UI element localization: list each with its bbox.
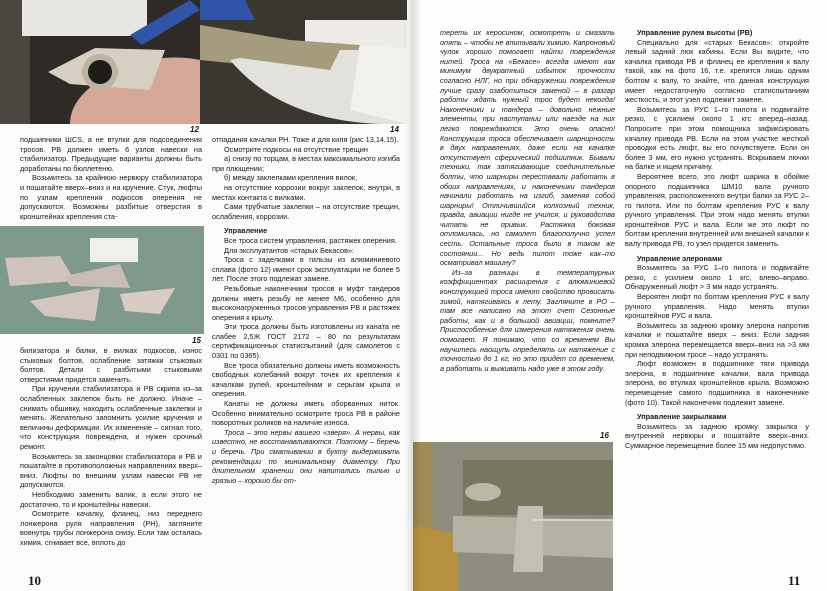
photo-brackets-icon xyxy=(0,226,204,334)
paragraph: Все троса обязательно должны иметь возможность свободных колебаний вокруг точек их крепления к качалкам рулей, кронштейнам и серьгам крыла и оперения. xyxy=(212,360,400,399)
paragraph: Троса с заделками в гильзы из алюминиевого сплава (фото 12) имеют срок эксплуатации не более 5 лет. После этого подлежат замене. xyxy=(212,255,400,284)
column-2 xyxy=(212,135,400,485)
page-number-left: 10 xyxy=(28,573,41,588)
paragraph: Люфт возможен в подшипнике тяги привода элерона, в подшипнике качалки, вала привода элерона, во втулках кронштейнов крыла. Возможно перемещение самого подшипника в наконечнике (фото 10). Такой наконечник подлежит замене. xyxy=(625,359,809,407)
section-heading: Управление закрылками xyxy=(637,412,727,422)
paragraph: Специально для «старых Бекасов»: откройте левый задний люк кабины. Если Вы видите, что качалка привода РВ и фланец ее крепления к валу такой, как на фото 16, т.е. крепится лишь одним болтом к валу, то знайте, что данная конструкция имеет недостаточную согласно статиспытаниям жесткость, и этот узел подлежит замене. xyxy=(625,37,809,105)
paragraph: Осмотрите подкосы на отсутствие трещин xyxy=(224,144,368,154)
paragraph: Возьмитесь за РУС 1–го пилота и подвигайте резко, с усилием около 1 кгс вперед–назад. Попросите при этом помощника зафиксировать качалку привода РВ. Если на этом участке жесткой проводки есть люфт, вы его почувствуете. Если он более 3 мм, его нужно устранять. Вскрываем лючки на балке и ищем причину. xyxy=(625,104,809,172)
paragraph: а) снизу по торцам, в местах максимального изгиба при плющении; xyxy=(212,154,400,173)
book-gutter xyxy=(405,0,421,591)
paragraph: Возьмитесь за заднюю кромку элерона напротив качалки и пошатайте вверх – вниз. Если задняя кромка элерона перемещается вверх–вниз на >3 мм при неподвижном тросе – надо устранять. xyxy=(625,320,809,359)
column-1-bottom xyxy=(20,346,202,547)
column-4 xyxy=(625,28,809,451)
paragraph: отпадания качалки РН. Тоже и для киля (рис 13,14,15). xyxy=(212,135,399,144)
paragraph: Троса – это нервы вашего «зверя». А нервы, как известно, не восстанавливаются. Поэтому – беречь и беречь. При сматывании в бухту выдерживать рекомендации по минимальному диаметру. При длительном хранении они напитались пылью и грязью – хорошо бы от- xyxy=(212,427,400,485)
photo-caption-15: 15 xyxy=(192,336,201,345)
paragraph: Возьмитесь за РУС 1–го пилота и подвигайте резко, с усилием около 1 кгс, влево–вправо. Обнаруженный люфт > 3 мм надо устранять. xyxy=(625,263,809,292)
paragraph: Необходимо заменить валик, а если этого не достаточно, то и кронштейны навески. xyxy=(20,489,202,509)
paragraph: Из–за разницы в температурных коэффициентах расширения с алюминиевой конструкцией троса имеют свойство провисать зимой, натягиваясь к лету. Загляните в РО – там все написано на этот счет Сезонные работы, как и в большой авиации, помните? Приспособление для измерения натяжения очень помогает. Я понимаю, что со временем Вы научитесь наощупь определять их натяжение с точностью до 1 кг, но это придет со временем, а работать и выживать надо уже в этом году. xyxy=(440,267,615,373)
paragraph: Возьмитесь за крайнюю нервюру стабилизатора и пошатайте вверх–вниз и на кручение. Стук, люфты по узлам крепления подкосов оперения не допускаются. Возможны разбитые отверстия в кронштейнах крепления ста- xyxy=(20,173,202,221)
paragraph: Вероятнее всего, это люфт шарика в обойме опорного подшипника ШМ10 вала ручного управления, расположенного внутри балки за РУС 2–го пилота. Или по болтам крепления РУС к валу ручного управления. При этом надо менять втулки кронштейнов РУС и вала. Если же это люфт по болтам крепления внутренней или внешней качалки к валу привода РВ, то узел придется заменить. xyxy=(625,171,809,249)
photo-14 xyxy=(200,0,407,124)
photo-bolt-fitting-icon xyxy=(0,0,200,124)
paragraph: Резьбовые наконечники тросов и муфт тандеров должны иметь резьбу не менее М6, особенно для высоконагруженных тросов управления РВ и растяжек оперения к крылу. xyxy=(212,283,400,322)
photo-caption-12: 12 xyxy=(190,125,199,134)
photo-caption-16: 16 xyxy=(600,431,609,440)
paragraph: билизатора и балки, в вилках подкосов, износ стыковых болтов, ослабление затяжки стыковых болтов. Детали с разбитыми стыковыми отверстиями придется заменить. xyxy=(20,346,202,384)
paragraph: Канаты не должны иметь оборванных ниток. Особенно внимательно осмотрите троса РВ в районе поворотных роликов на наличие износа. xyxy=(212,399,400,428)
paragraph: Осмотрите качалку, фланец, низ переднего лонжерона руля направления (РН), загляните вовнутрь трубы лонжерона снизу. Если там осталась химия, сгнивает все, вплоть до xyxy=(20,509,202,547)
paragraph: подшипники ШСS, а не втулки для подсоединения тросов. РВ должен иметь 6 узлов навески на стабилизатор. Предыдущие варианты должны быть доработаны по бюллетеню. xyxy=(20,135,202,173)
section-heading: Управление элеронами xyxy=(637,253,722,263)
paragraph: на отсутствие коррозии вокруг заклепок, внутри, в местах контакта с вилками. xyxy=(212,182,400,202)
paragraph: Для эксплуатантов «старых Бекасов»: xyxy=(224,245,355,255)
photo-12 xyxy=(0,0,200,124)
paragraph: Вероятен люфт по болтам крепления РУС к валу ручного управления. Надо менять втулки кронштейнов РУС и вала. xyxy=(625,292,809,321)
section-heading: Управление xyxy=(224,226,268,236)
photo-control-rocker-icon xyxy=(413,442,613,591)
paragraph: Сами трубчатые заклепки – на отсутствие трещин, ослабления, коррозии. xyxy=(212,202,400,221)
section-heading: Управление рулем высоты (РВ) xyxy=(637,28,753,37)
page-number-right: 11 xyxy=(788,573,801,588)
paragraph: тереть их керосином, осмотреть и смазать опять – чтобы не впитывали химию. Капроновый чулок хорошо помогает найти повреждения нитей. Троса на «Бекасе» всегда имеют как минимум двукратный избыток прочности согласно НЛГ, но при обнаружении повреждения лучше сразу озаботиться заменой – в разгар работы ждать нужный трос будет некогда! Наконечники и тандера – довольно нежные элементы, при наступании или наезде на них легко повреждаются. Это очень опасно! Конструкция троса обеспечивает шарнирность в двух направлениях, даже если на качалке отсутствует сферический подшипник. Бывали техники, так затягивающие соединительные болты, что шарниры переставали работать в обоих направлениях, и наконечники тандеров начинали работать на изгиб, заменяя собой шарниры! Отличившийся колхозный техник, правда, авиации нигде не учился, и руководства читать не привык. Растяжка боковая отломилась, но самолет благополучно успел сесть. Остальные троса были в таком же состоянии... Но ведь пилот тоже как–то осматривал машину? xyxy=(440,28,615,268)
column-3 xyxy=(440,28,615,373)
paragraph: Эти троса должны быть изготовлены из каната не слабее 2,5Ж ГОСТ 2172 – 80 по результатам сертификационных статиспытаний (для самолетов с 0301 по 0365). xyxy=(212,322,400,361)
paragraph: б) между заклепками крепления вилок, xyxy=(224,173,358,183)
paragraph: При кручении стабилизатора и РВ скрипа из–за ослабленных заклепок быть не должно. Иначе – снимать обшивку, находить ослабленные заклепки и менять. Желательно запомнить усилие кручения и величины деформации. Их изменение – сигнал того, что конструкция повреждена, и нужен срочный ремонт. xyxy=(20,384,202,451)
photo-15 xyxy=(0,226,204,334)
paragraph: Возьмитесь за законцовки стабилизатора и РВ и пошатайте в противоположных направлениях вверх–вниз. Люфты по внешним узлам навески РВ не допускаются. xyxy=(20,451,202,490)
photo-16 xyxy=(413,442,613,591)
paragraph: Все троса систем управления, растяжек оперения. xyxy=(224,235,397,245)
photo-caption-14: 14 xyxy=(390,125,399,134)
photo-tube-fitting-icon xyxy=(200,0,407,124)
paragraph: Возьмитесь за заднюю кромку закрылка у внутренней нервюры и пошатайте вверх–вниз. Суммарное перемещение более 15 мм недопустимо. xyxy=(625,421,809,450)
column-1-top xyxy=(20,135,202,221)
